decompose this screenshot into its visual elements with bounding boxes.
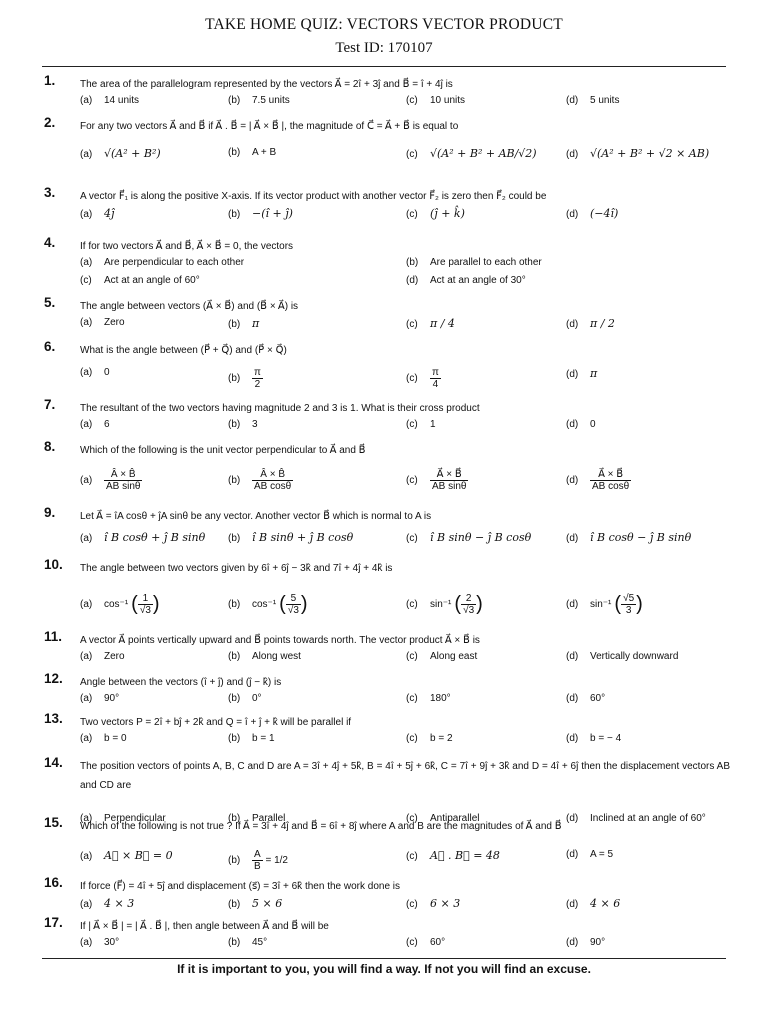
option-label: (d) [566, 813, 579, 824]
option-label: (d) [566, 899, 579, 910]
option-label: (d) [566, 533, 579, 544]
option-text: 14 units [104, 95, 140, 106]
fraction-denominator: 2 [254, 379, 261, 390]
option-7-d [566, 419, 596, 430]
question-text: If | A⃗ × B⃗ | = | A⃗ . B⃗ |, then angle between A⃗ and B⃗ will be [80, 921, 329, 932]
option-label: (c) [406, 851, 418, 862]
option-label: (c) [406, 209, 418, 220]
paren: ( [454, 593, 462, 615]
option-prefix: sin⁻¹ [590, 599, 612, 611]
fraction-numerator: π [254, 367, 261, 378]
fraction-numerator: 1 [138, 593, 153, 605]
option-text: 4 × 3 [104, 897, 135, 910]
option-label: (c) [406, 95, 418, 106]
option-label: (d) [566, 209, 579, 220]
option-label: (c) [406, 733, 418, 744]
option-label: (a) [80, 899, 93, 910]
option-text: î B sinθ − ĵ B cosθ [430, 531, 532, 544]
option-fraction [104, 469, 142, 492]
option-text: π [590, 367, 598, 380]
option-text: Act at an angle of 30° [430, 275, 526, 286]
option-1-b [228, 95, 290, 106]
fraction-numerator: A [254, 849, 261, 860]
option-fraction [286, 593, 301, 616]
fraction-denominator: √3 [463, 605, 475, 616]
option-text: Parallel [252, 813, 286, 824]
option-label: (b) [406, 257, 419, 268]
option-4-a [80, 257, 244, 268]
paren: ) [300, 593, 308, 615]
fraction-denominator: 4 [432, 379, 439, 390]
option-text: b = 0 [104, 733, 127, 744]
option-text: Are parallel to each other [430, 257, 542, 268]
question-text: The resultant of the two vectors having magnitude 2 and 3 is 1. What is their cross product [80, 403, 480, 414]
option-label: (d) [566, 319, 579, 330]
option-label: (a) [80, 733, 93, 744]
option-text: √(A² + B²) [104, 147, 161, 160]
option-label: (c) [406, 373, 418, 385]
question-text: Two vectors P = 2î + bĵ + 2k̂ and Q = î + ĵ + k̂ will be parallel if [80, 717, 352, 728]
option-10-c [406, 593, 483, 616]
option-10-a [80, 593, 160, 616]
question-text: The area of the parallelogram represented by the vectors A⃗ = 2î + 3ĵ and B⃗ = î + 4ĵ is [80, 79, 453, 90]
option-text: 1 [430, 419, 436, 430]
question-number: 10. [44, 557, 63, 572]
option-12-b [228, 693, 262, 704]
option-10-b [228, 593, 308, 616]
question-text: Which of the following is the unit vector perpendicular to A⃗ and B⃗ [80, 445, 366, 456]
option-5-a [80, 317, 125, 328]
question-number: 13. [44, 711, 63, 726]
option-13-d [566, 733, 621, 744]
option-6-d [566, 367, 597, 380]
question-number: 12. [44, 671, 63, 686]
top-rule [42, 66, 726, 67]
option-text: √(A² + B² + √2 × AB) [590, 147, 710, 160]
option-label: (d) [566, 693, 579, 704]
option-label: (d) [566, 369, 579, 380]
question-text: What is the angle between (P⃗ + Q⃗) and (P⃗ × Q⃗) [80, 345, 287, 356]
option-text: (−4î) [590, 207, 619, 220]
option-label: (a) [80, 317, 93, 328]
option-label: (b) [228, 693, 241, 704]
option-9-d [566, 531, 691, 544]
option-text: π [252, 317, 260, 330]
option-7-c [406, 419, 436, 430]
option-label: (d) [566, 419, 579, 430]
option-fraction [430, 367, 441, 390]
option-3-c [406, 207, 465, 220]
option-text: 5 units [590, 95, 620, 106]
question-text: If force (F⃗) = 4î + 5ĵ and displacement (s⃗) = 3î + 6k̂ then the work done is [80, 881, 401, 892]
option-label: (c) [406, 419, 418, 430]
footer-quote: If it is important to you, you will find a way. If not you will find an excuse. [177, 962, 591, 976]
question-text: The position vectors of points A, B, C and D are A = 3î + 4ĵ + 5k̂, B = 4î + 5ĵ + 6k̂, C = 7î + 9ĵ + 3k̂ and D = 4î + 6ĵ then the displacement vectors AB and CD are [80, 761, 730, 791]
fraction-numerator: A⃗ × B⃗ [590, 469, 631, 481]
option-16-c [406, 897, 460, 910]
option-label: (b) [228, 419, 241, 430]
option-17-a [80, 937, 119, 948]
option-text: î B cosθ + ĵ B sinθ [104, 531, 206, 544]
option-text: 5 × 6 [252, 897, 283, 910]
option-text: 90° [104, 693, 120, 704]
option-text: −(î + ĵ) [252, 207, 293, 220]
option-fraction [252, 469, 293, 492]
option-text: 60° [430, 937, 446, 948]
option-7-b [228, 419, 258, 430]
option-fraction [461, 593, 476, 616]
option-prefix: sin⁻¹ [430, 599, 452, 611]
option-text: 4ĵ [104, 207, 115, 220]
option-text: Vertically downward [590, 651, 679, 662]
fraction-denominator: AB sinθ [106, 481, 141, 492]
fraction-numerator: π [432, 367, 439, 378]
option-16-d [566, 897, 620, 910]
question-number: 7. [44, 397, 56, 412]
option-3-b [228, 207, 293, 220]
option-label: (a) [80, 257, 93, 268]
option-text: Are perpendicular to each other [104, 257, 245, 268]
option-2-b [228, 147, 276, 158]
option-label: (d) [566, 733, 579, 744]
fraction-numerator: A⃗ × B⃗ [430, 469, 468, 481]
question-number: 8. [44, 439, 56, 454]
question-number: 2. [44, 115, 56, 130]
question-text: The angle between two vectors given by 6î + 6ĵ − 3k̂ and 7î + 4ĵ + 4k̂ is [80, 563, 393, 574]
option-text: b = − 4 [590, 733, 622, 744]
option-text: 0° [252, 693, 262, 704]
option-8-a [80, 469, 142, 492]
option-fraction [138, 593, 153, 616]
option-text: Along east [430, 651, 478, 662]
option-9-b [228, 531, 353, 544]
option-label: (b) [228, 651, 241, 662]
option-label: (c) [406, 813, 418, 824]
option-text: π / 2 [590, 317, 615, 330]
question-number: 9. [44, 505, 56, 520]
option-fraction [430, 469, 468, 492]
option-15-a [80, 849, 173, 862]
option-1-a [80, 95, 139, 106]
option-text: A⃗ × B⃗ = 0 [104, 849, 173, 862]
option-label: (a) [80, 533, 93, 544]
option-text: 6 × 3 [430, 897, 461, 910]
option-17-b [228, 937, 267, 948]
question-text: A vector A⃗ points vertically upward and B⃗ points towards north. The vector product A⃗ × B⃗ is [80, 635, 480, 646]
option-text: b = 1 [252, 733, 275, 744]
option-text: A⃗ . B⃗ = 48 [430, 849, 500, 862]
question-text: For any two vectors A⃗ and B⃗ if A⃗ . B⃗ = | A⃗ × B⃗ |, the magnitude of C⃗ = A⃗ + B⃗ is equal to [80, 121, 459, 132]
option-fraction [252, 849, 263, 872]
option-11-a [80, 651, 125, 662]
option-label: (a) [80, 813, 93, 824]
option-label: (b) [228, 147, 241, 158]
option-17-c [406, 937, 445, 948]
option-16-b [228, 897, 282, 910]
option-label: (a) [80, 851, 93, 862]
paren: ) [476, 593, 483, 615]
option-7-a [80, 419, 110, 430]
option-text: Inclined at an angle of 60° [590, 813, 706, 824]
question-number: 11. [44, 629, 63, 644]
option-label: (b) [228, 475, 241, 487]
option-label: (a) [80, 95, 93, 106]
option-label: (d) [566, 149, 579, 160]
option-text: (ĵ + k̂) [430, 207, 465, 220]
option-text: 10 units [430, 95, 466, 106]
option-3-d [566, 207, 618, 220]
option-label: (a) [80, 599, 93, 611]
option-4-b [406, 257, 542, 268]
option-5-c [406, 317, 455, 330]
option-15-d [566, 849, 613, 860]
option-4-d [406, 275, 526, 286]
fraction-numerator: Â × B̂ [104, 469, 142, 481]
option-suffix: = 1/2 [262, 855, 288, 867]
option-text: 45° [252, 937, 268, 948]
option-2-c [406, 147, 537, 160]
option-10-d [566, 593, 643, 616]
option-label: (b) [228, 733, 241, 744]
option-1-c [406, 95, 465, 106]
option-label: (c) [406, 937, 418, 948]
question-text: Angle between the vectors (î + ĵ) and (ĵ − k̂) is [80, 677, 282, 688]
option-text: Along west [252, 651, 301, 662]
question-number: 15. [44, 815, 63, 830]
option-label: (d) [566, 651, 579, 662]
option-text: Perpendicular [104, 813, 166, 824]
option-12-a [80, 693, 119, 704]
option-text: 0 [104, 367, 110, 378]
option-text: √(A² + B² + AB/√2) [430, 147, 537, 160]
option-prefix: cos⁻¹ [252, 599, 277, 611]
paren: ) [152, 593, 160, 615]
option-text: î B sinθ + ĵ B cosθ [252, 531, 354, 544]
option-fraction [621, 593, 636, 616]
option-text: Zero [104, 651, 125, 662]
question-number: 16. [44, 875, 63, 890]
test-id: Test ID: 170107 [335, 40, 433, 56]
option-text: Act at an angle of 60° [104, 275, 200, 286]
option-11-b [228, 651, 301, 662]
option-13-a [80, 733, 127, 744]
paren: ( [279, 593, 286, 615]
option-label: (a) [80, 937, 93, 948]
quiz-title: TAKE HOME QUIZ: VECTORS VECTOR PRODUCT [205, 16, 563, 33]
option-label: (c) [406, 475, 418, 487]
option-17-d [566, 937, 605, 948]
option-label: (b) [228, 599, 241, 611]
option-label: (c) [406, 899, 418, 910]
option-12-d [566, 693, 605, 704]
option-label: (c) [80, 275, 92, 286]
option-12-c [406, 693, 451, 704]
question-text: If for two vectors A⃗ and B⃗, A⃗ × B⃗ = 0, the vectors [80, 241, 294, 252]
option-text: b = 2 [430, 733, 453, 744]
option-15-b [228, 849, 288, 872]
bottom-rule [42, 958, 726, 959]
option-label: (a) [80, 475, 93, 487]
option-text: 90° [590, 937, 606, 948]
fraction-denominator: AB cosθ [592, 481, 630, 492]
question-text: Let A⃗ = îA cosθ + ĵA sinθ be any vector. Another vector B⃗ which is normal to A is [80, 511, 432, 522]
option-9-c [406, 531, 531, 544]
option-label: (a) [80, 693, 93, 704]
option-label: (d) [566, 475, 579, 487]
option-5-d [566, 317, 615, 330]
option-label: (c) [406, 149, 418, 160]
option-text: A = 5 [590, 849, 614, 860]
option-text: 0 [590, 419, 596, 430]
option-label: (b) [228, 95, 241, 106]
option-text: 60° [590, 693, 606, 704]
fraction-numerator: 2 [461, 593, 476, 605]
question-number: 17. [44, 915, 63, 930]
option-label: (a) [80, 651, 93, 662]
option-label: (b) [228, 209, 241, 220]
question-text: Which of the following is not true ? If A⃗ = 3î + 4ĵ and B⃗ = 6î + 8ĵ where A and B are the magnitudes of A⃗ and B⃗ [80, 821, 562, 832]
option-11-d [566, 651, 678, 662]
option-label: (a) [80, 419, 93, 430]
option-label: (d) [566, 849, 579, 860]
option-1-d [566, 95, 619, 106]
question-number: 14. [44, 755, 63, 770]
option-text: 7.5 units [252, 95, 290, 106]
question-text: A vector F⃗₁ is along the positive X-axis. If its vector product with another vector F⃗₂ is zero then F⃗₂ could be [80, 191, 547, 202]
option-text: 6 [104, 419, 110, 430]
fraction-denominator: AB cosθ [254, 481, 292, 492]
paren: ) [636, 593, 643, 615]
fraction-denominator: 3 [625, 605, 632, 616]
option-8-d [566, 469, 631, 492]
fraction-denominator: √3 [287, 605, 299, 616]
option-label: (b) [228, 319, 241, 330]
option-6-b [228, 367, 263, 390]
option-label: (b) [228, 855, 241, 867]
option-16-a [80, 897, 134, 910]
option-text: A + B [252, 147, 277, 158]
question-number: 3. [44, 185, 56, 200]
option-text: 180° [430, 693, 451, 704]
option-15-c [406, 849, 500, 862]
option-label: (a) [80, 209, 93, 220]
option-text: î B cosθ − ĵ B sinθ [590, 531, 692, 544]
question-number: 5. [44, 295, 56, 310]
question-number: 4. [44, 235, 56, 250]
option-3-a [80, 207, 114, 220]
option-label: (c) [406, 319, 418, 330]
option-text: 3 [252, 419, 258, 430]
question-text: The angle between vectors (A⃗ × B⃗) and (B⃗ × A⃗) is [80, 301, 299, 312]
option-label: (b) [228, 373, 241, 385]
option-text: Antiparallel [430, 813, 480, 824]
option-text: 4 × 6 [590, 897, 621, 910]
option-8-b [228, 469, 293, 492]
option-4-c [80, 275, 200, 286]
question-number: 1. [44, 73, 56, 88]
option-label: (b) [228, 813, 241, 824]
option-label: (b) [228, 937, 241, 948]
fraction-denominator: AB sinθ [432, 481, 467, 492]
fraction-numerator: Â × B̂ [252, 469, 293, 481]
option-6-a [80, 367, 110, 378]
option-prefix: cos⁻¹ [104, 599, 129, 611]
option-label: (b) [228, 533, 241, 544]
option-9-a [80, 531, 205, 544]
option-fraction [252, 367, 263, 390]
option-label: (c) [406, 533, 418, 544]
option-label: (d) [566, 599, 579, 611]
option-label: (d) [406, 275, 419, 286]
option-label: (d) [566, 95, 579, 106]
option-label: (a) [80, 149, 93, 160]
option-2-d [566, 147, 709, 160]
fraction-denominator: B [254, 861, 261, 872]
fraction-numerator: 5 [286, 593, 301, 605]
option-6-c [406, 367, 441, 390]
question-number: 6. [44, 339, 56, 354]
option-fraction [590, 469, 631, 492]
option-text: Zero [104, 317, 125, 328]
option-label: (c) [406, 693, 418, 704]
option-2-a [80, 147, 161, 160]
option-8-c [406, 469, 468, 492]
fraction-denominator: √3 [139, 605, 151, 616]
option-label: (b) [228, 899, 241, 910]
option-label: (c) [406, 651, 418, 662]
option-11-c [406, 651, 477, 662]
fraction-numerator: √5 [623, 593, 635, 604]
paren: ( [614, 593, 622, 615]
paren: ( [131, 593, 138, 615]
option-text: 30° [104, 937, 120, 948]
option-5-b [228, 317, 259, 330]
option-label: (a) [80, 367, 93, 378]
option-label: (d) [566, 937, 579, 948]
option-13-c [406, 733, 453, 744]
option-13-b [228, 733, 275, 744]
option-text: π / 4 [430, 317, 455, 330]
option-label: (c) [406, 599, 418, 611]
